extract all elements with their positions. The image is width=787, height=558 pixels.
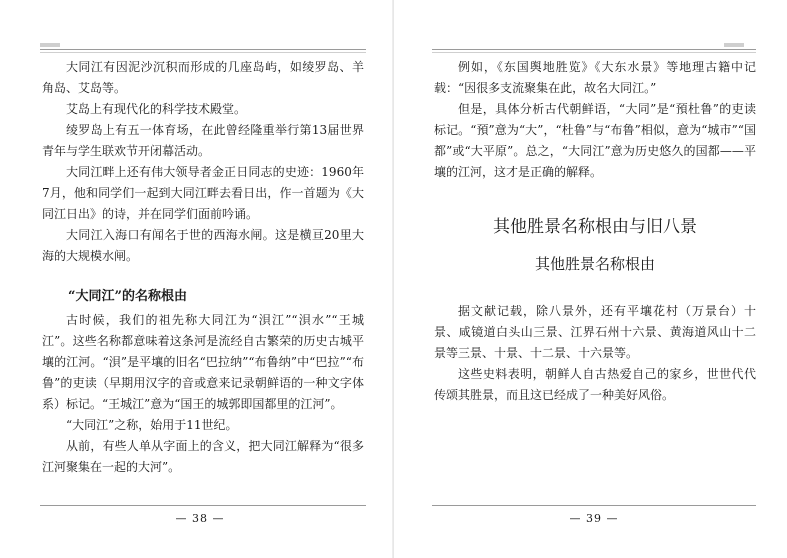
left-page: [0, 0, 393, 558]
body-paragraph: “大同江”之称，始用于11世纪。: [66, 418, 238, 432]
right-page: [394, 0, 787, 558]
body-paragraph: 但是，具体分析古代朝鲜语，“大同”是“預杜鲁”的吏读标记。“預”意为“大”，“杜鲁”与“布鲁”相似，意为“城市”“国都”或“大平原”。总之，“大同江”意为历史悠久的国都——平壤的江河，这才是正确的解释。: [434, 102, 756, 179]
body-paragraph: 大同江畔上还有伟大领导者金正日同志的史迹：1960年7月，他和同学们一起到大同江畔去看日出，作一首题为《大同江日出》的诗，并在同学们面前吟诵。: [42, 165, 364, 221]
chapter-title: 其他胜景名称根由与旧八景: [493, 217, 697, 237]
right-page-content: [434, 57, 756, 406]
page-number: — 38 —: [175, 512, 225, 525]
page-number: — 39 —: [569, 512, 619, 525]
body-paragraph: 古时候，我们的祖先称大同江为“浿江”“浿水”“王城江”。这些名称都意味着这条河是流经自古繁荣的历史古城平壤的江河。“浿”是平壤的旧名“巴拉纳”“布鲁纳”中“巴拉”“布鲁”的吏读（早期用汉字的音或意来记录朝鲜语的一种文字体系）标记。“王城江”意为“国王的城郭即国都里的江河”。: [42, 313, 364, 411]
footer-rule: [432, 505, 756, 506]
body-paragraph: 从前，有些人单从字面上的含义，把大同江解释为“很多江河聚集在一起的大河”。: [42, 439, 364, 474]
body-paragraph: 例如，《东国舆地胜览》《大东水景》等地理古籍中记载：“因很多支流聚集在此，故名大同江。”: [434, 60, 756, 95]
header-ornament: [40, 43, 60, 47]
body-paragraph: 大同江入海口有闻名于世的西海水闸。这是横亘20里大海的大规模水闸。: [42, 228, 364, 263]
header-ornament: [724, 43, 744, 47]
body-paragraph: 绫罗岛上有五一体育场，在此曾经隆重举行第13届世界青年与学生联欢节开闭幕活动。: [42, 123, 364, 158]
section-heading: “大同江”的名称根由: [68, 289, 187, 304]
footer-rule: [40, 505, 366, 506]
header-rule: [40, 49, 366, 50]
header-rule: [432, 49, 756, 50]
chapter-subtitle: 其他胜景名称根由: [534, 255, 655, 273]
body-paragraph: 据文献记载，除八景外，还有平壤花村（万景台）十景、咸镜道白头山三景、江界石州十六景、黄海道风山十二景等三景、十景、十二景、十六景等。: [434, 304, 756, 360]
body-paragraph: 艾岛上有现代化的科学技术殿堂。: [66, 102, 247, 116]
left-page-content: [42, 57, 364, 478]
body-paragraph: 大同江有因泥沙沉积而形成的几座岛屿，如绫罗岛、羊角岛、艾岛等。: [42, 60, 364, 95]
body-paragraph: 这些史料表明，朝鲜人自古热爱自己的家乡，世世代代传颂其胜景，而且这已经成了一种美好风俗。: [434, 367, 756, 402]
